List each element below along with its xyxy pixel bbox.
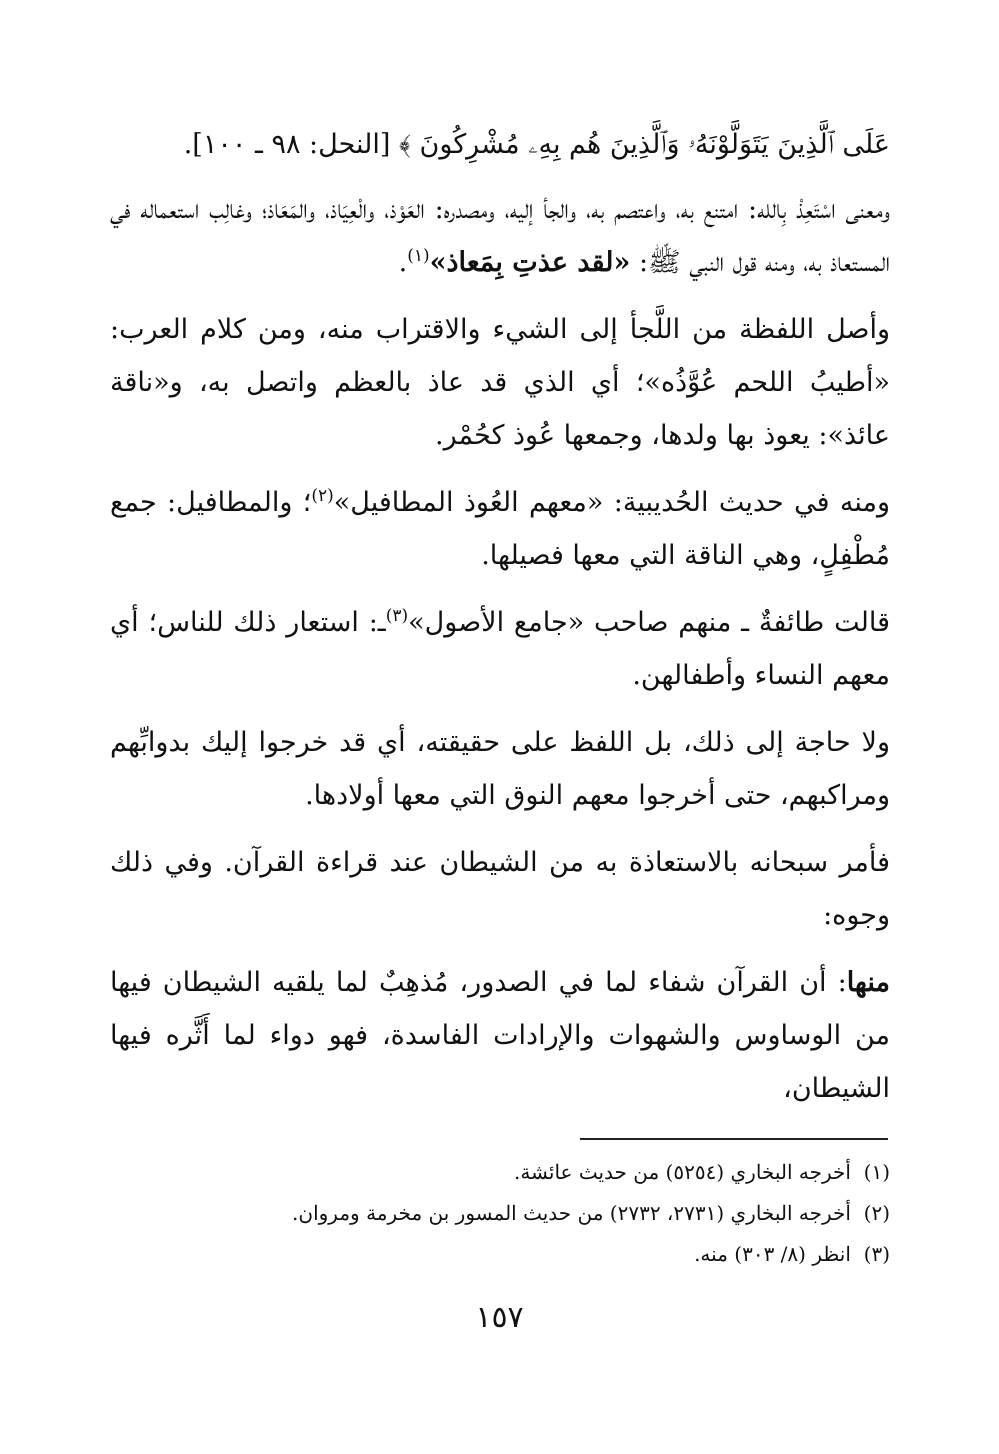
paragraph-end: . [398,247,408,278]
paragraph-text-cont: ـ: استعار ذلك للناس؛ أي معهم النساء وأطفالهن. [110,607,890,691]
paragraph-command-istiadha [110,836,890,942]
paragraph-origin-of-word [110,303,890,462]
quran-verse-line [110,118,890,171]
footnote-ref-2[interactable]: (٢) [311,486,334,506]
footnote-number: (٣) [863,1242,890,1266]
hadith-quote: «لقد عذتِ بِمَعاذ» [429,247,631,278]
paragraph-no-need [110,716,890,822]
footnote-number: (١) [863,1160,890,1184]
page-number: ١٥٧ [475,1300,524,1335]
footnote-3 [110,1234,890,1275]
paragraph-jami-al-usul [110,596,890,702]
quran-verse-text: عَلَى ٱلَّذِينَ يَتَوَلَّوْنَهُۥ وَٱلَّذِينَ هُم بِهِۦ مُشْرِكُونَ ﴾ [النحل: ٩٨ ـ ١٠٠]. [183,129,890,160]
footnote-1 [110,1152,890,1193]
paragraph-first-reason [110,956,890,1115]
paragraph-meaning-of-istiadha [110,183,890,289]
footnote-2 [110,1193,890,1234]
footnote-number: (٢) [863,1201,890,1225]
footnote-ref-3[interactable]: (٣) [385,606,409,626]
paragraph-text: وأصل اللفظة من اللَّجأ إلى الشيء والاقتراب منه، ومن كلام العرب: «أطيبُ اللحم عُوَّذُه»؛ أي الذي قد عاذ بالعظم واتصل به، و«ناقة عائذ»: يعوذ بها ولدها، وجمعها عُوذ كحُمْر. [110,314,890,451]
footnote-text: أخرجه البخاري (٥٢٥٤) من حديث عائشة. [513,1160,851,1184]
footnotes-section [110,1152,890,1275]
paragraph-text: ومنه في حديث الحُديبية: «معهم العُوذ المطافيل» [333,487,890,518]
footnote-divider [580,1138,888,1140]
paragraph-text: ولا حاجة إلى ذلك، بل اللفظ على حقيقته، أي قد خرجوا إليك بدوابِّهم ومراكبهم، حتى أخرجوا معهم النوق التي معها أولادها. [110,727,890,811]
paragraph-lead-word: منها [846,967,890,998]
paragraph-text: : أن القرآن شفاء لما في الصدور، مُذهِبٌ لما يلقيه الشيطان فيها من الوساوس والشهوات والإرادات الفاسدة، فهو دواء لما أَثَّره فيها الشيطان، [110,967,890,1104]
page-body [110,118,890,1129]
paragraph-text: ومعنى اسْتَعِذْ بِالله: امتنع به، واعتصم به، والجأ إليه، ومصدره: العَوْذ، والْعِيَاذ، والمَعَاذ؛ وغالِب استعماله في المستعاذ به، ومنه قول النبي ﷺ: [110,194,890,278]
paragraph-text-cont: ؛ والمطافيل: جمع مُطْفِلٍ، وهي الناقة التي معها فصيلها. [110,487,890,571]
footnote-text: أخرجه البخاري (٢٧٣١، ٢٧٣٢) من حديث المسور بن مخرمة ومروان. [292,1201,851,1225]
paragraph-text: قالت طائفةٌ ـ منهم صاحب «جامع الأصول» [408,607,891,638]
paragraph-hudaybiya [110,476,890,582]
footnote-ref-1[interactable]: (١) [407,246,430,266]
footnote-text: انظر (٨/ ٣٠٣) منه. [694,1242,851,1266]
paragraph-text: فأمر سبحانه بالاستعاذة به من الشيطان عند قراءة القرآن. وفي ذلك وجوه: [110,847,890,931]
